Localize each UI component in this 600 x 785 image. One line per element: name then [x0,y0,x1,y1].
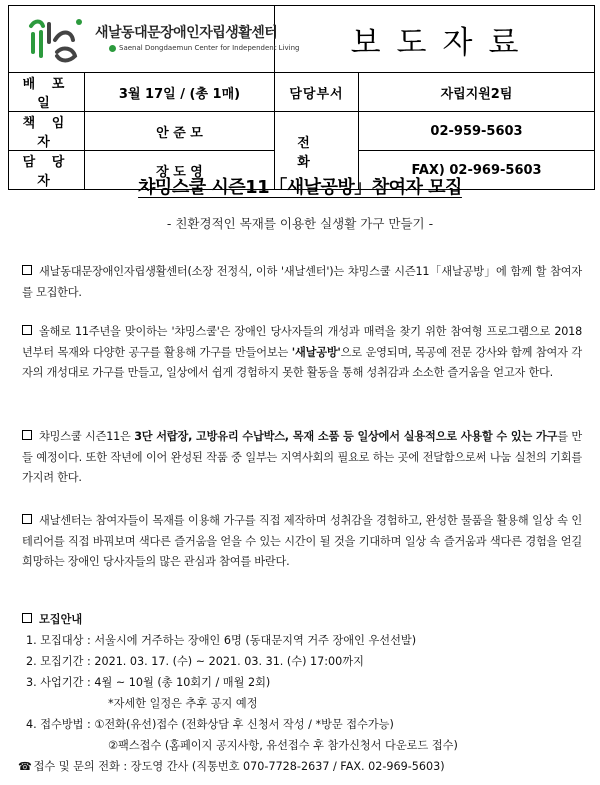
phone-label: 전 화 [275,112,359,190]
paragraph-2-text-b: 으로 운영되며, 목공예 전문 강사와 함께 참여자 각자의 개성대로 가구를 만들고, 일상에서 쉽게 경험하지 못한 활동을 통해 성취감과 소소한 즐거움을 얻고자 한다. [22,345,582,379]
manager-value: 안 준 모 [85,112,275,151]
paragraph-1 [22,262,582,303]
contact-person-label: 담 당 자 [9,151,85,190]
logo-cell [9,6,300,73]
distribution-date-value: 3월 17일 / (총 1매) [85,73,275,112]
org-logo [25,12,300,68]
checkbox-icon [22,325,32,335]
paragraph-3-highlight: 3단 서랍장, 고방유리 수납박스, 목재 소품 등 일상에서 실용적으로 사용할 수 있는 가구 [134,430,558,443]
fax-value: FAX) 02-969-5603 [359,151,595,190]
contact-text: 접수 및 문의 전화 : 장도영 간사 (직통번호 070-7728-2637 / FAX. 02-969-5603) [33,760,445,773]
department-label: 담당부서 [275,73,359,112]
saenal-logo-icon [25,12,85,68]
article-title [0,173,600,199]
paragraph-3-text-a: 챠밍스쿨 시즌11은 [39,430,135,443]
article-subtitle: - 친환경적인 목재를 이용한 실생활 가구 만들기 - [166,216,434,231]
paragraph-3 [22,427,582,489]
department-value: 자립지원2팀 [359,73,595,112]
checkbox-icon [22,613,32,623]
paragraph-1-text: 새날동대문장애인자립생활센터(소장 전정식, 이하 '새날센터')는 챠밍스쿨 시즌11「새날공방」에 함께 할 참여자를 모집한다. [22,265,582,299]
application-method: 4. 접수방법 : ①전화(유선)접수 (전화상담 후 신청서 작성 / *방문 접수가능) [26,718,394,731]
recruit-target: 1. 모집대상 : 서울시에 거주하는 장애인 6명 (동대문지역 거주 장애인 우선선발) [26,634,417,647]
contact-line [18,758,445,774]
paragraph-4-text: 새날센터는 참여자들이 목재를 이용해 가구를 직접 제작하며 성취감을 경험하고, 완성한 물품을 활용해 일상 속 인테리어를 직접 바꿔보며 색다른 즐거움을 얻을 수 있는 시간이 될 것을 기대하며 일상 속 즐거움과 색다른 경험을 얻길 희망하는 장애인 당사자들의 많은 관심과 참여를 바란다. [22,514,582,568]
checkbox-icon [22,514,32,524]
org-name-english [109,44,300,52]
project-period: 3. 사업기간 : 4월 ~ 10월 (총 10회기 / 매월 2회) [26,676,271,689]
paragraph-2 [22,322,582,384]
recruit-period: 2. 모집기간 : 2021. 03. 17. (수) ~ 2021. 03. 31. (수) 17:00까지 [26,655,364,668]
paragraph-2-highlight: '새날공방' [291,345,341,359]
paragraph-4 [22,511,582,573]
recruitment-heading-text: 모집안내 [39,613,83,626]
distribution-date-label: 배 포 일 [9,73,85,112]
green-dot-icon [109,45,116,52]
press-release-title: 보도자료 [275,6,595,73]
paragraph-2-text-a: 올해로 11주년을 맞이하는 '챠밍스쿨'은 장애인 당사자들의 개성과 매력을 찾기 위한 참여형 프로그램으로 2018년부터 목재와 다양한 공구를 활용해 가구를 만들어보는 [22,325,582,359]
checkbox-icon [22,430,32,440]
phone-value: 02-959-5603 [359,112,595,151]
contact-person-value: 장 도 영 [85,151,275,190]
recruitment-info [18,611,582,773]
phone-icon: ☎ [18,760,32,773]
manager-label: 책 임 자 [9,112,85,151]
schedule-note: *자세한 일정은 추후 공지 예정 [108,697,258,710]
org-name: 새날동대문장애인자립생활센터 [95,25,278,41]
org-name-english-text: Saenal Dongdaemun Center for Independent Living [119,44,300,52]
article-title-text: 챠밍스쿨 시즌11「새날공방」참여자 모집 [138,177,462,198]
recruitment-heading [22,611,582,631]
checkbox-icon [22,265,32,275]
application-method-fax: ②팩스접수 (홈페이지 공지사항, 유선접수 후 참가신청서 다운로드 접수) [108,739,458,752]
paragraph-3-text-b: 를 만들 예정이다. 또한 작년에 이어 완성된 작품 중 일부는 지역사회의 필요로 하는 곳에 전달함으로써 나눔 실천의 기회를 가지려 한다. [22,430,583,484]
